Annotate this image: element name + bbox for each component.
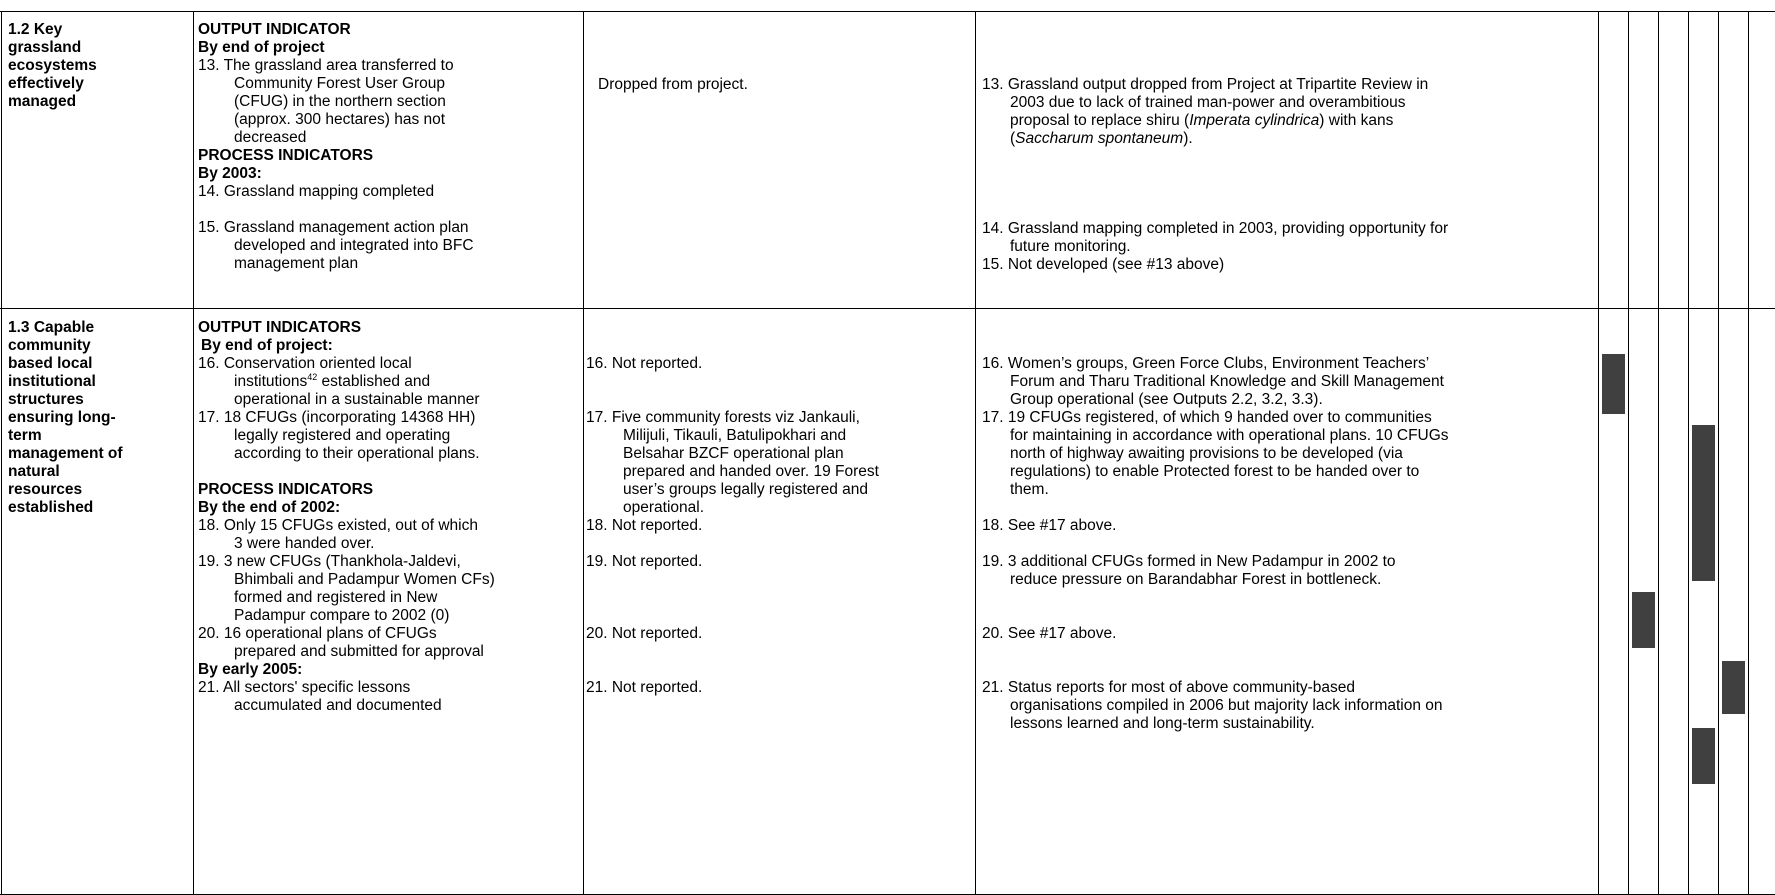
rating-bar-21 <box>1692 728 1715 784</box>
section-subheading: By early 2005: <box>198 661 303 678</box>
indicator-20-line: prepared and submitted for approval <box>234 643 484 660</box>
assessment-20: 20. See #17 above. <box>982 625 1117 642</box>
col-border-3 <box>975 11 976 895</box>
indicator-15-line: management plan <box>234 255 359 272</box>
output-label-line: 1.3 Capable <box>8 319 95 336</box>
col-border-7 <box>1688 11 1689 895</box>
output-label-line: resources <box>8 481 83 498</box>
indicator-16-text: institutions <box>234 373 308 390</box>
indicator-16-line <box>234 373 430 391</box>
row-divider <box>0 308 1775 309</box>
reported-16: 16. Not reported. <box>586 355 703 372</box>
col-border-2 <box>583 11 584 895</box>
col-border-6 <box>1658 11 1659 895</box>
assessment-21-line: lessons learned and long-term sustainability. <box>1010 715 1315 732</box>
assessment-18: 18. See #17 above. <box>982 517 1117 534</box>
indicator-20-line: 20. 16 operational plans of CFUGs <box>198 625 437 642</box>
section-heading: PROCESS INDICATORS <box>198 147 374 164</box>
table-border-top <box>0 11 1775 12</box>
assessment-17-line: regulations) to enable Protected forest to be handed over to <box>1010 463 1420 480</box>
indicator-19-line: Bhimbali and Padampur Women CFs) <box>234 571 495 588</box>
assessment-14-line: 14. Grassland mapping completed in 2003, providing opportunity for <box>982 220 1449 237</box>
output-label-line: based local <box>8 355 93 372</box>
section-heading: OUTPUT INDICATORS <box>198 319 362 336</box>
indicator-13-line: (CFUG) in the northern section <box>234 93 446 110</box>
assessment-17-line: for maintaining in accordance with operational plans. 10 CFUGs <box>1010 427 1449 444</box>
assessment-17-line: 17. 19 CFUGs registered, of which 9 handed over to communities <box>982 409 1432 426</box>
output-label-line: natural <box>8 463 60 480</box>
indicator-19-line: Padampur compare to 2002 (0) <box>234 607 450 624</box>
assessment-13-line <box>1010 112 1393 130</box>
assessment-17-line: them. <box>1010 481 1049 498</box>
section-heading: OUTPUT INDICATOR <box>198 21 351 38</box>
reported-19: 19. Not reported. <box>586 553 703 570</box>
output-label-line: institutional <box>8 373 96 390</box>
assessment-13-text: ( <box>1010 130 1016 147</box>
reported-17-line: user’s groups legally registered and <box>623 481 868 498</box>
assessment-13-species: Saccharum spontaneum <box>1015 130 1184 147</box>
reported-13: Dropped from project. <box>598 76 748 93</box>
output-label-line: effectively <box>8 75 84 92</box>
reported-17-line: prepared and handed over. 19 Forest <box>623 463 879 480</box>
section-subheading: By end of project <box>198 39 325 56</box>
indicator-17-line: according to their operational plans. <box>234 445 480 462</box>
indicator-13-line: (approx. 300 hectares) has not <box>234 111 446 128</box>
indicator-19-line: 19. 3 new CFUGs (Thankhola-Jaldevi, <box>198 553 461 570</box>
assessment-15: 15. Not developed (see #13 above) <box>982 256 1225 273</box>
output-label-line: 1.2 Key <box>8 21 63 38</box>
indicator-15-line: developed and integrated into BFC <box>234 237 474 254</box>
output-label-line: ensuring long- <box>8 409 116 426</box>
output-label-line: established <box>8 499 94 516</box>
output-label-line: grassland <box>8 39 82 56</box>
reported-17-line: Belsahar BZCF operational plan <box>623 445 844 462</box>
footnote-ref: 42 <box>307 371 318 382</box>
reported-21: 21. Not reported. <box>586 679 703 696</box>
col-border-1 <box>193 11 194 895</box>
assessment-13-line <box>1010 130 1193 148</box>
col-border-0 <box>1 11 2 895</box>
assessment-13-species: Imperata cylindrica <box>1189 112 1320 129</box>
output-label-line: management of <box>8 445 123 462</box>
assessment-19-line: 19. 3 additional CFUGs formed in New Padampur in 2002 to <box>982 553 1396 570</box>
assessment-13-text: ) with kans <box>1319 112 1394 129</box>
rating-bar-17 <box>1692 425 1715 581</box>
assessment-21-line: organisations compiled in 2006 but majority lack information on <box>1010 697 1443 714</box>
assessment-13-text: proposal to replace shiru ( <box>1010 112 1190 129</box>
reported-18: 18. Not reported. <box>586 517 703 534</box>
indicator-21-line: 21. All sectors' specific lessons <box>198 679 411 696</box>
col-border-9 <box>1748 11 1749 895</box>
indicator-17-line: legally registered and operating <box>234 427 451 444</box>
col-border-4 <box>1598 11 1599 895</box>
output-label-line: term <box>8 427 42 444</box>
assessment-13-line: 13. Grassland output dropped from Project at Tripartite Review in <box>982 76 1429 93</box>
reported-17-line: operational. <box>623 499 705 516</box>
rating-bar-19 <box>1632 592 1655 648</box>
section-subheading: By end of project: <box>201 337 333 354</box>
indicator-16-text: established and <box>317 373 431 390</box>
reported-17-line: Milijuli, Tikauli, Batulipokhari and <box>623 427 847 444</box>
rating-bar-20 <box>1722 661 1745 714</box>
output-label-line: structures <box>8 391 84 408</box>
reported-17-line: 17. Five community forests viz Jankauli, <box>586 409 860 426</box>
indicator-17-line: 17. 18 CFUGs (incorporating 14368 HH) <box>198 409 476 426</box>
section-subheading: By 2003: <box>198 165 262 182</box>
indicator-18-line: 18. Only 15 CFUGs existed, out of which <box>198 517 478 534</box>
assessment-16-line: Forum and Tharu Traditional Knowledge and Skill Management <box>1010 373 1444 390</box>
section-heading: PROCESS INDICATORS <box>198 481 374 498</box>
reported-20: 20. Not reported. <box>586 625 703 642</box>
indicator-13-line: 13. The grassland area transferred to <box>198 57 454 74</box>
assessment-16-line: 16. Women’s groups, Green Force Clubs, Environment Teachers’ <box>982 355 1430 372</box>
indicator-18-line: 3 were handed over. <box>234 535 375 552</box>
assessment-13-text: ). <box>1183 130 1193 147</box>
indicator-14: 14. Grassland mapping completed <box>198 183 435 200</box>
indicator-13-line: decreased <box>234 129 307 146</box>
section-subheading: By the end of 2002: <box>198 499 341 516</box>
col-border-8 <box>1718 11 1719 895</box>
indicator-21-line: accumulated and documented <box>234 697 442 714</box>
indicator-13-line: Community Forest User Group <box>234 75 446 92</box>
assessment-21-line: 21. Status reports for most of above community-based <box>982 679 1356 696</box>
col-border-5 <box>1628 11 1629 895</box>
assessment-17-line: north of highway awaiting provisions to be developed (via <box>1010 445 1403 462</box>
assessment-13-line: 2003 due to lack of trained man-power and overambitious <box>1010 94 1406 111</box>
indicator-16-line: 16. Conservation oriented local <box>198 355 412 372</box>
output-label-line: ecosystems <box>8 57 97 74</box>
indicator-15-line: 15. Grassland management action plan <box>198 219 469 236</box>
assessment-19-line: reduce pressure on Barandabhar Forest in bottleneck. <box>1010 571 1382 588</box>
indicator-16-line: operational in a sustainable manner <box>234 391 480 408</box>
assessment-16-line: Group operational (see Outputs 2.2, 3.2, 3.3). <box>1010 391 1323 408</box>
output-label-line: community <box>8 337 91 354</box>
indicator-19-line: formed and registered in New <box>234 589 438 606</box>
assessment-14-line: future monitoring. <box>1010 238 1131 255</box>
output-label-line: managed <box>8 93 77 110</box>
rating-bar-16 <box>1602 354 1625 414</box>
